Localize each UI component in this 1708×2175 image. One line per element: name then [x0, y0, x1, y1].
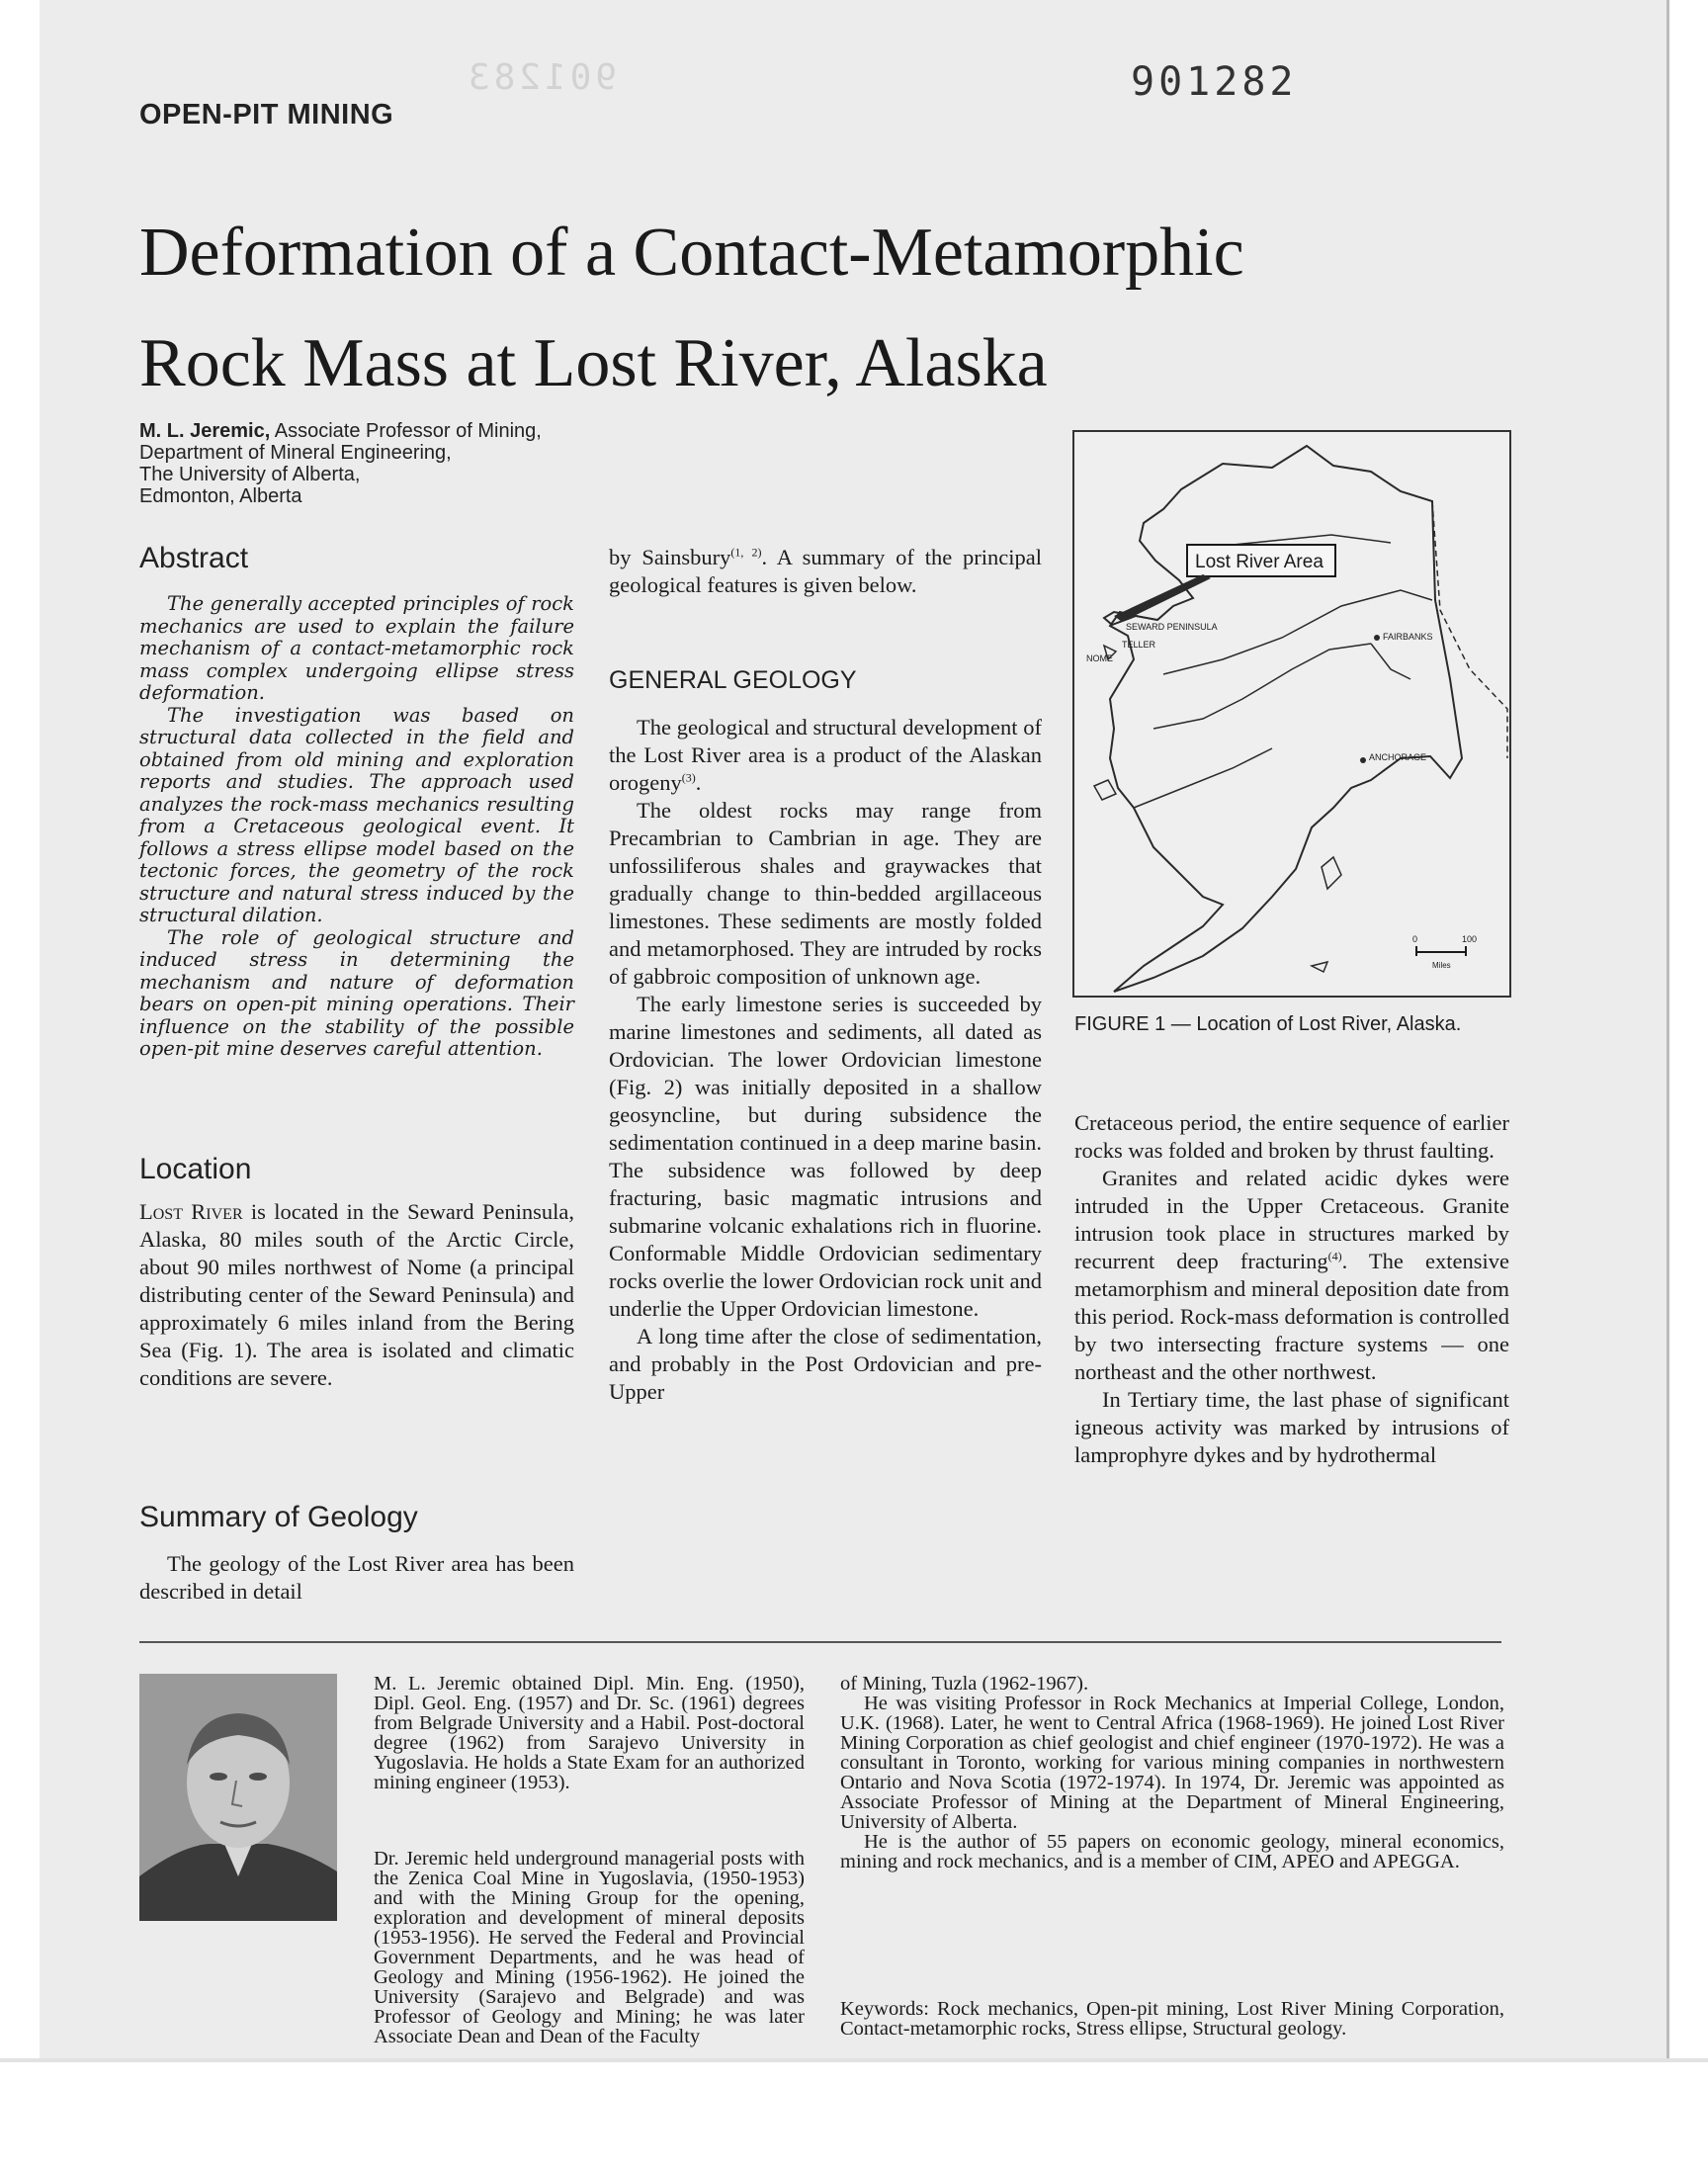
bio-paragraph: Dr. Jeremic held underground managerial posts with the Zenica Coal Mine in Yugoslavia, (1950-1953) and with the Mining Group for the opening, exploration and development of mineral deposits (1953-1956). He served the Federal and Provincial Government Departments, and he was head of Geology and Mining (1956-1962). He joined the University (Sarajevo and Belgrade) and was Professor of Geology and Mining; he was later Associate Dean and Dean of the Faculty	[374, 1848, 805, 2047]
scale-start-label: 0	[1412, 934, 1418, 944]
intro-paragraph	[609, 544, 1042, 599]
author-line-1	[139, 420, 693, 442]
column-2-body	[609, 714, 1042, 1406]
callout-label: Lost River Area	[1195, 552, 1324, 572]
alaska-map-figure	[1072, 430, 1511, 998]
boundary-line	[1432, 501, 1507, 758]
nome-label: NOME	[1086, 653, 1113, 663]
location-lead: Lost River	[139, 1199, 243, 1224]
bleed-through-number: 901283	[465, 57, 618, 98]
island-icon	[1094, 780, 1116, 800]
bio-left-top	[374, 1674, 805, 1792]
island-icon	[1312, 962, 1327, 972]
seward-peninsula-label: SEWARD PENINSULA	[1126, 622, 1218, 632]
bio-paragraph: of Mining, Tuzla (1962-1967).	[840, 1673, 1089, 1695]
anchorage-marker	[1360, 757, 1366, 763]
keywords: Keywords: Rock mechanics, Open-pit mining, Lost River Mining Corporation, Contact-metamorphic rocks, Stress ellipse, Structural geology.	[840, 1998, 1504, 2040]
title-line-1: Deformation of a Contact-Metamorphic	[139, 215, 1244, 291]
geology-paragraph: In Tertiary time, the last phase of significant igneous activity was marked by intrusions of lamprophyre dykes and by hydrothermal	[1074, 1387, 1509, 1467]
location-body	[139, 1198, 574, 1392]
geology-paragraph	[1074, 1165, 1509, 1386]
geology-paragraph	[609, 714, 1042, 797]
scan-edge	[0, 2058, 1708, 2062]
author-block	[139, 420, 693, 507]
geology-paragraph: Cretaceous period, the entire sequence of earlier rocks was folded and broken by thrust faulting.	[1074, 1110, 1509, 1163]
teller-label: TELLER	[1122, 640, 1156, 650]
section-label: OPEN-PIT MINING	[139, 99, 394, 130]
document-number: 901282	[1131, 59, 1298, 105]
paragraph-text: Granites and related acidic dykes were intruded in the Upper Cretaceous. Granite intrusion took place in structures marked by recurrent deep fracturing	[1074, 1166, 1509, 1273]
reference-marker: (4)	[1327, 1249, 1342, 1263]
summary-heading: Summary of Geology	[139, 1501, 418, 1533]
author-line-3: The University of Alberta,	[139, 464, 361, 485]
figure-caption: FIGURE 1 — Location of Lost River, Alaska.	[1074, 1013, 1462, 1035]
geology-paragraph: A long time after the close of sedimentation, and probably in the Post Ordovician and pre-Upper	[609, 1324, 1042, 1404]
reference-marker: (1, 2)	[730, 545, 762, 560]
location-text: is located in the Seward Peninsula, Alaska, 80 miles south of the Arctic Circle, about 90 miles northwest of Nome (a principal distributing center of the Seward Peninsula) and approximately 6 miles inland from the Bering Sea (Fig. 1). The area is isolated and climatic conditions are severe.	[139, 1199, 575, 1390]
summary-body	[139, 1550, 574, 1606]
anchorage-label: ANCHORAGE	[1369, 752, 1427, 762]
scale-end-label: 100	[1462, 934, 1478, 944]
author-line-4: Edmonton, Alberta	[139, 485, 302, 507]
geology-paragraph: The early limestone series is succeeded by marine limestones and sediments, all dated as Ordovician. The lower Ordovician limestone (Fig. 2) was initially deposited in a shallow geosyncline, but during subsidence the sedimentation continued in a deep marine basin. The subsidence was followed by deep fracturing, basic magmatic intrusions and submarine volcanic exhalations rich in fluorine. Conformable Middle Ordovician sedimentary rocks overlie the lower Ordovician rock unit and underlie the Upper Ordovician limestone.	[609, 992, 1042, 1321]
island-icon	[1322, 857, 1341, 889]
abstract-paragraph: The role of geological structure and induced stress in determining the mechanism and nature of deformation bears on open-pit mining operations. Their influence on the stability of the possible open-pit mine deserves careful attention.	[139, 925, 574, 1060]
location-heading: Location	[139, 1153, 252, 1185]
bio-left-bottom	[139, 1849, 805, 2046]
bio-paragraph: M. L. Jeremic obtained Dipl. Min. Eng. (1950), Dipl. Geol. Eng. (1957) and Dr. Sc. (1961) degrees from Belgrade University and a Habil. Post-doctoral degree (1962) from Sarajevo University in Yugoslavia. He holds a State Exam for an authorized mining engineer (1953).	[374, 1673, 805, 1793]
bio-right	[840, 1674, 1504, 1871]
reference-marker: (3)	[681, 770, 696, 785]
southern-river	[1134, 748, 1272, 808]
tanana-river	[1371, 644, 1410, 679]
scale-unit-label: Miles	[1432, 961, 1451, 970]
geology-paragraph: The oldest rocks may range from Precambrian to Cambrian in age. They are unfossiliferous shales and graywackes that gradually change to thin-bedded argillaceous limestones. These sediments are mostly folded and metamorphosed. They are intruded by rocks of gabbroic composition of unknown age.	[609, 798, 1042, 989]
abstract-paragraph: The investigation was based on structural data collected in the field and obtained from old mining and exploration reports and studies. The approach used analyzes the rock-mass mechanics resulting from a Cretaceous geological event. It follows a stress ellipse model based on the tectonic forces, the geometry of the rock structure and natural stress induced by the structural dilation.	[139, 703, 574, 926]
column-3-body	[1074, 1109, 1509, 1469]
author-name: M. L. Jeremic,	[139, 420, 271, 442]
paragraph-text-end: .	[695, 770, 702, 795]
abstract-heading: Abstract	[139, 542, 249, 574]
kuskokwim-river	[1153, 644, 1371, 729]
fairbanks-label: FAIRBANKS	[1383, 632, 1433, 642]
intro-text-end: . A summary of the principal geological features is given below.	[609, 545, 1042, 597]
column-2-intro	[609, 544, 1042, 599]
author-title: Associate Professor of Mining,	[270, 420, 542, 442]
coastline	[1110, 446, 1462, 992]
bio-paragraph: He was visiting Professor in Rock Mechanics at Imperial College, London, U.K. (1968). Later, he went to Central Africa (1968-1969). He joined Lost River Mining Corporation as chief geologist and chief engineer (1970-1972). He was a consultant in Toronto, working for various mining companies in northwestern Ontario and Nova Scotia (1972-1974). In 1974, Dr. Jeremic was appointed as Associate Professor of Mining at the Department of Mineral Engineering, University of Alberta.	[840, 1693, 1504, 1833]
fairbanks-marker	[1374, 635, 1380, 641]
abstract-paragraph: The generally accepted principles of rock mechanics are used to explain the failure mechanism of a contact-metamorphic rock mass complex undergoing ellipse stress deformation.	[139, 592, 574, 704]
author-line-2: Department of Mineral Engineering,	[139, 442, 452, 464]
paragraph-text-end: . The extensive metamorphism and mineral deposition date from this period. Rock-mass deformation is controlled by two intersecting fracture systems — one northeast and the other northwest.	[1074, 1249, 1509, 1384]
summary-paragraph: The geology of the Lost River area has been described in detail	[139, 1551, 574, 1604]
section-divider	[139, 1641, 1501, 1643]
bio-paragraph: He is the author of 55 papers on economic geology, mineral economics, mining and rock mechanics, and is a member of CIM, APEO and APEGGA.	[840, 1831, 1504, 1872]
intro-text: by Sainsbury	[609, 545, 731, 569]
general-geology-heading: GENERAL GEOLOGY	[609, 666, 857, 694]
article-title	[139, 198, 1375, 419]
title-line-2: Rock Mass at Lost River, Alaska	[139, 325, 1048, 401]
paragraph-text: The geological and structural development of the Lost River area is a product of the Alaskan orogeny	[609, 715, 1042, 795]
abstract-body	[139, 593, 574, 1061]
alaska-map	[1074, 432, 1509, 996]
location-paragraph	[139, 1198, 574, 1392]
